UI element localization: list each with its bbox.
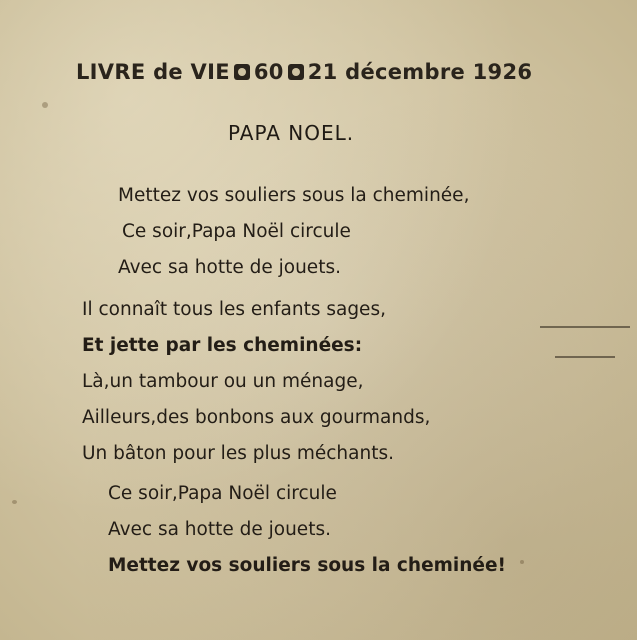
verse-line: Avec sa hotte de jouets.	[108, 519, 331, 540]
verse-line: Avec sa hotte de jouets.	[118, 257, 341, 278]
header-number: 60	[253, 60, 284, 84]
verse-line: Un bâton pour les plus méchants.	[82, 443, 394, 464]
header-date: 21 décembre 1926	[307, 60, 533, 84]
printer-ornament-icon	[234, 64, 250, 80]
verse-line: Ailleurs,des bonbons aux gourmands,	[82, 407, 431, 428]
verse-line: Ce soir,Papa Noël circule	[108, 483, 337, 504]
smudge-mark	[540, 326, 630, 328]
ink-spot	[42, 102, 48, 108]
printer-ornament-icon	[288, 64, 304, 80]
document-header	[76, 60, 532, 84]
verse-line: Et jette par les cheminées:	[82, 335, 363, 356]
verse-line: Il connaît tous les enfants sages,	[82, 299, 386, 320]
ink-spot	[12, 500, 17, 504]
verse-line: Mettez vos souliers sous la cheminée,	[118, 185, 470, 206]
poem-title: PAPA NOEL.	[228, 121, 355, 145]
stanza-2	[82, 292, 430, 472]
verse-line: Ce soir,Papa Noël circule	[122, 221, 351, 242]
verse-line: Mettez vos souliers sous la cheminée!	[108, 555, 506, 576]
header-book-title: LIVRE de VIE	[76, 60, 230, 84]
stanza-3	[108, 476, 506, 584]
verse-line: Là,un tambour ou un ménage,	[82, 371, 364, 392]
smudge-mark	[555, 356, 615, 358]
stanza-1	[118, 178, 469, 286]
ink-spot	[520, 560, 524, 564]
